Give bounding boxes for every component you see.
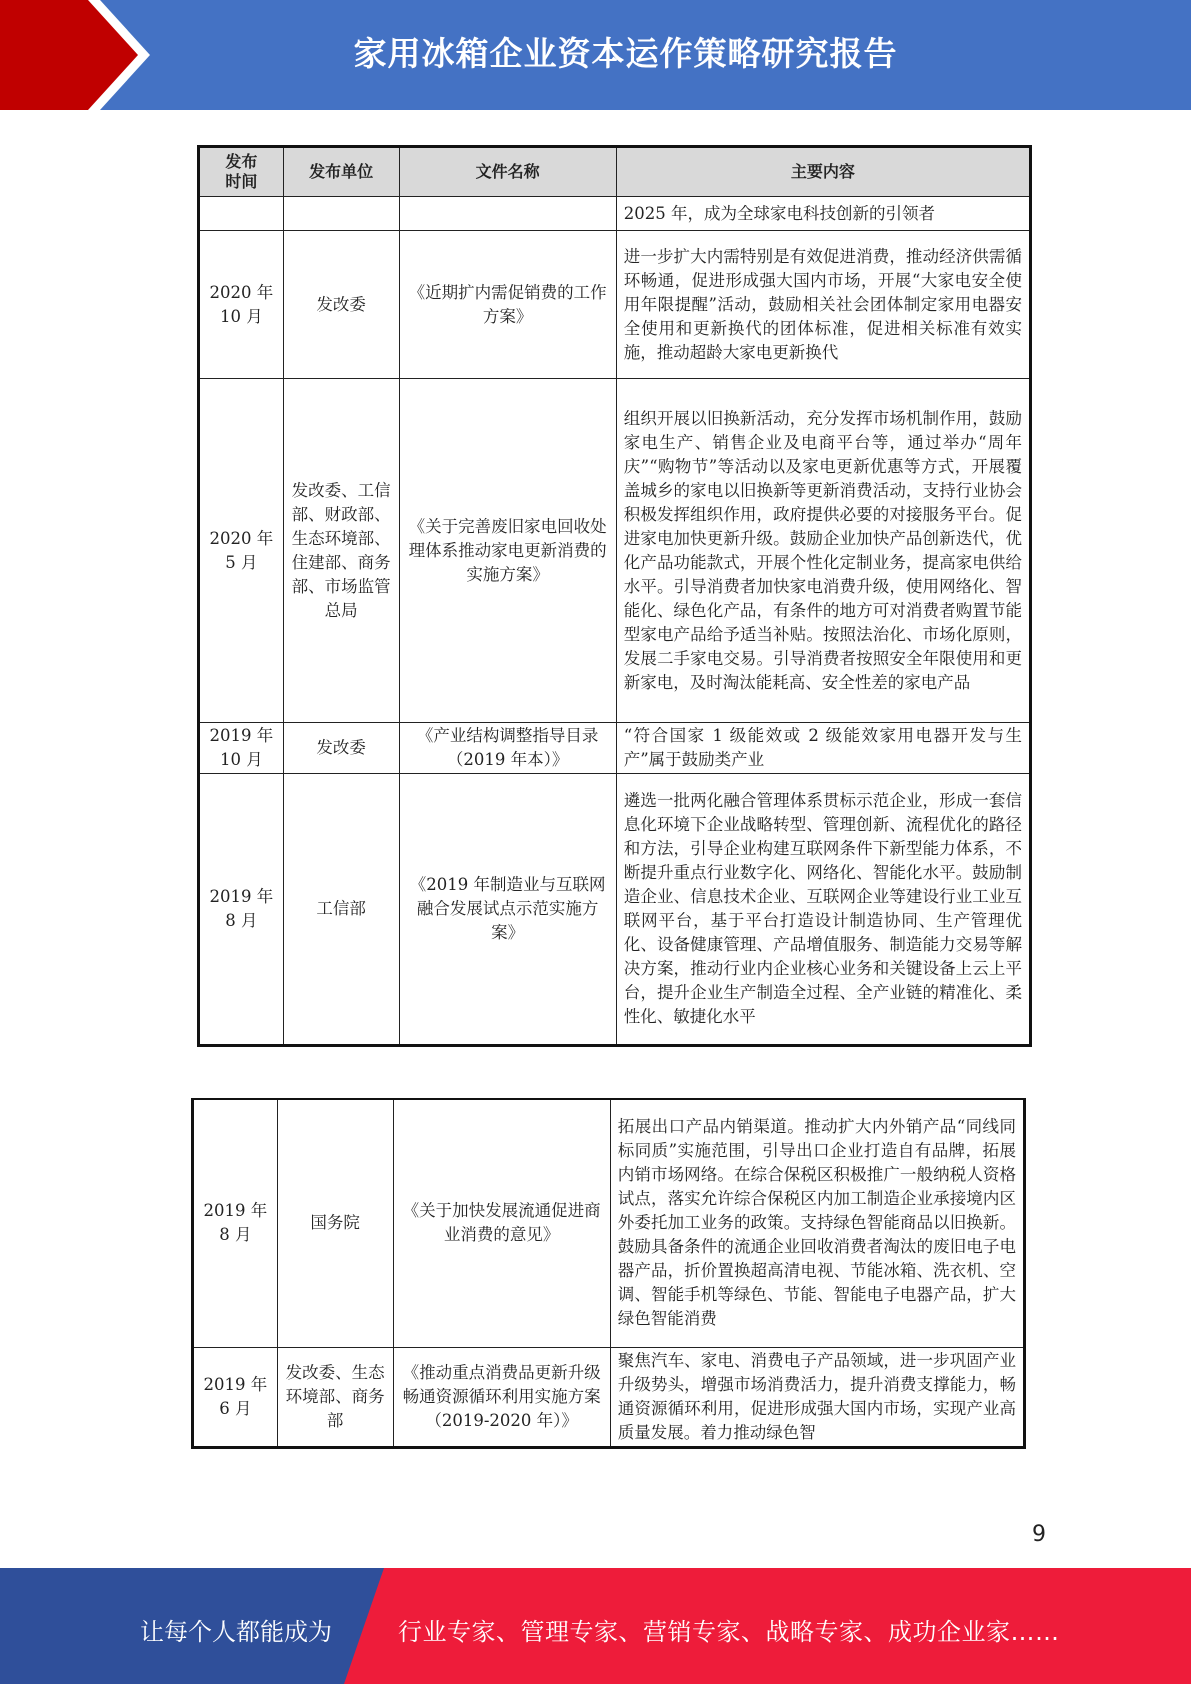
- cell-content: 遴选一批两化融合管理体系贯标示范企业，形成一套信息化环境下企业战略转型、管理创新、流程优化的路径和方法，引导企业构建互联网条件下新型能力体系，不断提升重点行业数字化、网络化、智能化水平。鼓励制造企业、信息技术企业、互联网企业等建设行业工业互联网平台，基于平台打造设计制造协同、生产管理优化、设备健康管理、产品增值服务、制造能力交易等解决方案，推动行业内企业核心业务和关键设备上云上平台，提升企业生产制造全过程、全产业链的精准化、柔性化、敏捷化水平: [616, 774, 1030, 1046]
- cell-unit: 发改委: [283, 723, 399, 774]
- cell-unit: 工信部: [283, 774, 399, 1046]
- table-row: [193, 1099, 1025, 1347]
- footer-slogan-left: 让每个人都能成为: [140, 1618, 332, 1646]
- cell-content: 拓展出口产品内销渠道。推动扩大内外销产品“同线同标同质”实施范围，引导出口企业打造自有品牌，拓展内销市场网络。在综合保税区积极推广一般纳税人资格试点，落实允许综合保税区内加工制造企业承接境内区外委托加工业务的政策。支持绿色智能商品以旧换新。鼓励具备条件的流通企业回收消费者淘汰的废旧电子电器产品，折价置换超高清电视、节能冰箱、洗衣机、空调、智能手机等绿色、节能、智能电子电器产品，扩大绿色智能消费: [610, 1099, 1024, 1347]
- table-row: [199, 379, 1031, 723]
- header-date: 发布 时间: [199, 147, 284, 197]
- page-number: 9: [1032, 1522, 1046, 1547]
- cell-date: 2020 年 10 月: [199, 231, 284, 379]
- cell-name: 《2019 年制造业与互联网融合发展试点示范实施方案》: [399, 774, 616, 1046]
- cell-date: 2019 年 8 月: [193, 1099, 278, 1347]
- policy-table-1: [197, 145, 1032, 1047]
- table-row: [199, 197, 1031, 231]
- cell-unit: 发改委、工信部、财政部、生态环境部、住建部、商务部、市场监管总局: [283, 379, 399, 723]
- cell-content: 进一步扩大内需特别是有效促进消费，推动经济供需循环畅通，促进形成强大国内市场，开展“大家电安全使用年限提醒”活动，鼓励相关社会团体制定家用电器安全使用和更新换代的团体标准，促进相关标准有效实施，推动超龄大家电更新换代: [616, 231, 1030, 379]
- cell-date: 2020 年 5 月: [199, 379, 284, 723]
- cell-content: 2025 年，成为全球家电科技创新的引领者: [616, 197, 1030, 231]
- cell-content: 组织开展以旧换新活动，充分发挥市场机制作用，鼓励家电生产、销售企业及电商平台等，通过举办“周年庆”“购物节”等活动以及家电更新优惠等方式，开展覆盖城乡的家电以旧换新等更新消费活动，支持行业协会积极发挥组织作用，政府提供必要的对接服务平台。促进家电加快更新升级。鼓励企业加快产品创新迭代，优化产品功能款式，开展个性化定制业务，提高家电供给水平。引导消费者加快家电消费升级，使用网络化、智能化、绿色化产品，有条件的地方可对消费者购置节能型家电产品给予适当补贴。按照法治化、市场化原则，发展二手家电交易。引导消费者按照安全年限使用和更新家电，及时淘汰能耗高、安全性差的家电产品: [616, 379, 1030, 723]
- cell-name: 《关于完善废旧家电回收处理体系推动家电更新消费的实施方案》: [399, 379, 616, 723]
- cell-content: 聚焦汽车、家电、消费电子产品领域，进一步巩固产业升级势头，增强市场消费活力，提升消费支撑能力，畅通资源循环利用，促进形成强大国内市场，实现产业高质量发展。着力推动绿色智: [610, 1347, 1024, 1447]
- cell-content: “符合国家 1 级能效或 2 级能效家用电器开发与生产”属于鼓励类产业: [616, 723, 1030, 774]
- cell-unit: 发改委、生态环境部、商务部: [277, 1347, 393, 1447]
- cell-name: 《近期扩内需促销费的工作方案》: [399, 231, 616, 379]
- header-content: 主要内容: [616, 147, 1030, 197]
- cell-unit: 国务院: [277, 1099, 393, 1347]
- footer-banner: [0, 1568, 1191, 1684]
- table-header-row: [199, 147, 1031, 197]
- table-row: [199, 774, 1031, 1046]
- report-title: 家用冰箱企业资本运作策略研究报告: [353, 34, 898, 73]
- footer-slogan-right: 行业专家、管理专家、营销专家、战略专家、成功企业家……: [398, 1618, 1060, 1646]
- table-row: [193, 1347, 1025, 1447]
- cell-name: 《产业结构调整指导目录（2019 年本）》: [399, 723, 616, 774]
- table-row: [199, 231, 1031, 379]
- header-banner: [0, 0, 1191, 110]
- cell-date: [199, 197, 284, 231]
- cell-name: [399, 197, 616, 231]
- cell-unit: 发改委: [283, 231, 399, 379]
- table-row: [199, 723, 1031, 774]
- cell-name: 《关于加快发展流通促进商业消费的意见》: [393, 1099, 610, 1347]
- cell-name: 《推动重点消费品更新升级 畅通资源循环利用实施方案（2019-2020 年）》: [393, 1347, 610, 1447]
- header-name: 文件名称: [399, 147, 616, 197]
- cell-date: 2019 年 8 月: [199, 774, 284, 1046]
- cell-date: 2019 年 6 月: [193, 1347, 278, 1447]
- cell-date: 2019 年 10 月: [199, 723, 284, 774]
- policy-table-2: [191, 1098, 1026, 1449]
- cell-unit: [283, 197, 399, 231]
- header-unit: 发布单位: [283, 147, 399, 197]
